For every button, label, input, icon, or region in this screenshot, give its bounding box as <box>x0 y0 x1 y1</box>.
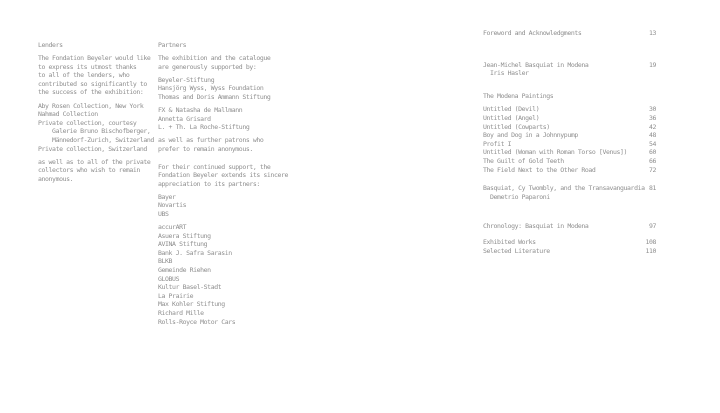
text-block <box>158 54 290 71</box>
text-line: L. + Th. La Roche-Stiftung <box>158 123 250 132</box>
text-line: appreciation to its partners: <box>158 179 260 188</box>
toc-row <box>483 222 656 231</box>
toc-row <box>483 184 656 193</box>
text-line: contributed so significantly to <box>38 79 147 88</box>
toc-entry-page-number: 66 <box>648 156 656 165</box>
text-block <box>158 106 290 132</box>
text-line: UBS <box>158 210 169 218</box>
text-line: Aby Rosen Collection, New York <box>38 101 144 110</box>
text-line: Partners <box>158 41 187 49</box>
toc-entry-label: Profit I <box>483 139 512 148</box>
toc-entry-label: The Field Next to the Other Road <box>483 165 596 174</box>
toc-row <box>483 166 656 175</box>
toc-entry-label: Untitled (Woman with Roman Torso [Venus]) <box>483 148 628 157</box>
text-line: Hansjörg Wyss, Wyss Foundation <box>158 84 264 93</box>
toc-entry-page-number: 97 <box>648 222 656 231</box>
toc-row <box>483 247 656 256</box>
toc-row <box>483 238 656 247</box>
text-line: to express its utmost thanks <box>38 62 137 71</box>
text-block <box>158 41 290 50</box>
toc-section-works-list <box>483 105 656 174</box>
text-line: Richard Mille <box>158 309 204 318</box>
toc-entry-label: Demetrio Paparoni <box>483 192 550 201</box>
text-line: Galerie Bruno Bischofberger, <box>38 127 151 136</box>
lenders-column <box>38 41 156 183</box>
toc-row <box>483 114 656 123</box>
toc-entry-label: Boy and Dog in a Johnnypump <box>483 131 578 140</box>
text-line: as well as further patrons who <box>158 136 264 145</box>
text-line: Lenders <box>38 41 63 49</box>
text-line: collectors who wish to remain <box>38 166 140 175</box>
partners-column <box>158 41 290 326</box>
toc-entry-page-number: 54 <box>648 139 656 148</box>
toc-row <box>483 92 656 101</box>
text-block <box>38 41 156 50</box>
toc-entry-label: Untitled (Angel) <box>483 113 540 122</box>
text-line: Private collection, Switzerland <box>38 144 147 153</box>
text-line: Private collection, courtesy <box>38 118 137 127</box>
text-line: accurART <box>158 223 187 232</box>
toc-section-back-matter <box>483 238 656 255</box>
toc-entry-page-number: 30 <box>648 105 656 114</box>
text-line: Annetta Grisard <box>158 114 211 123</box>
toc-entry-label: Selected Literature <box>483 246 550 255</box>
toc-entry-label: The Modena Paintings <box>483 91 554 100</box>
text-line: Männedorf-Zurich, Switzerland <box>38 135 154 144</box>
text-block <box>38 54 156 97</box>
text-block <box>158 193 290 219</box>
text-line: The Fondation Beyeler would like <box>38 54 151 63</box>
text-line: Kultur Basel-Stadt <box>158 283 222 292</box>
toc-entry-page-number: 108 <box>645 237 656 246</box>
text-line: BLKB <box>158 257 173 266</box>
text-line: are generously supported by: <box>158 62 257 71</box>
toc-section-essay-modena <box>483 61 656 78</box>
text-line: Asuera Stiftung <box>158 231 211 240</box>
toc-row <box>483 148 656 157</box>
toc-section-modena-paintings-heading <box>483 92 656 101</box>
toc-entry-page-number: 110 <box>645 246 656 255</box>
toc-entry-page-number: 42 <box>648 122 656 131</box>
text-line: as well as to all of the private <box>38 157 151 166</box>
toc-row <box>483 131 656 140</box>
text-line: Rolls-Royce Motor Cars <box>158 317 236 326</box>
toc-section-chronology <box>483 222 656 231</box>
toc-row <box>483 61 656 70</box>
text-line: Novartis <box>158 201 187 210</box>
text-line: FX & Natasha de Mallmann <box>158 106 243 115</box>
toc-section-essay-transavanguardia <box>483 184 656 201</box>
toc-entry-label: Untitled (Devil) <box>483 105 540 114</box>
toc-entry-page-number: 48 <box>648 131 656 140</box>
text-line: Bank J. Safra Sarasin <box>158 248 232 257</box>
text-line: GLOBUS <box>158 274 180 283</box>
text-line: For their continued support, the <box>158 162 271 171</box>
toc-entry-label: Iris Hasler <box>483 69 529 78</box>
table-of-contents <box>483 29 656 255</box>
text-block <box>158 223 290 326</box>
toc-entry-page-number: 72 <box>648 165 656 174</box>
toc-entry-page-number: 36 <box>648 113 656 122</box>
text-block <box>158 163 290 189</box>
toc-entry-label: Foreword and Acknowledgments <box>483 29 582 37</box>
toc-entry-label: Basquiat, Cy Twombly, and the Transavanguardia <box>483 184 645 193</box>
toc-row <box>483 140 656 149</box>
toc-entry-label: Chronology: Basquiat in Modena <box>483 222 589 231</box>
toc-row <box>483 193 656 202</box>
text-line: Bayer <box>158 192 176 201</box>
toc-entry-label: The Guilt of Gold Teeth <box>483 156 564 165</box>
text-line: AVINA Stiftung <box>158 240 208 249</box>
toc-entry-page-number: 81 <box>648 184 656 193</box>
toc-entry-label: Jean-Michel Basquiat in Modena <box>483 60 589 69</box>
toc-row <box>483 157 656 166</box>
text-line: Beyeler-Stiftung <box>158 75 215 84</box>
toc-row <box>483 105 656 114</box>
toc-row <box>483 29 656 38</box>
text-block <box>158 136 290 153</box>
text-line: The exhibition and the catalogue <box>158 54 271 63</box>
text-line: Nahmad Collection <box>38 110 98 119</box>
text-line: the success of the exhibition: <box>38 88 144 97</box>
text-line: Gemeinde Riehen <box>158 266 211 275</box>
text-line: anonymous. <box>38 174 74 183</box>
toc-entry-label: Exhibited Works <box>483 237 536 246</box>
toc-entry-page-number: 13 <box>648 29 656 37</box>
text-line: Fondation Beyeler extends its sincere <box>158 171 288 180</box>
toc-entry-page-number: 19 <box>648 60 656 69</box>
text-line: La Prairie <box>158 291 194 300</box>
toc-row <box>483 123 656 132</box>
toc-entry-label: Untitled (Cowparts) <box>483 122 550 131</box>
toc-section-foreword <box>483 29 656 38</box>
text-block <box>38 158 156 184</box>
text-line: Max Kohler Stiftung <box>158 300 225 309</box>
text-line: prefer to remain anonymous. <box>158 144 253 153</box>
text-line: Thomas and Doris Ammann Stiftung <box>158 92 271 101</box>
text-block <box>158 76 290 102</box>
toc-entry-page-number: 60 <box>648 148 656 157</box>
toc-row <box>483 69 656 78</box>
text-line: to all of the lenders, who <box>38 71 130 80</box>
text-block <box>38 102 156 154</box>
